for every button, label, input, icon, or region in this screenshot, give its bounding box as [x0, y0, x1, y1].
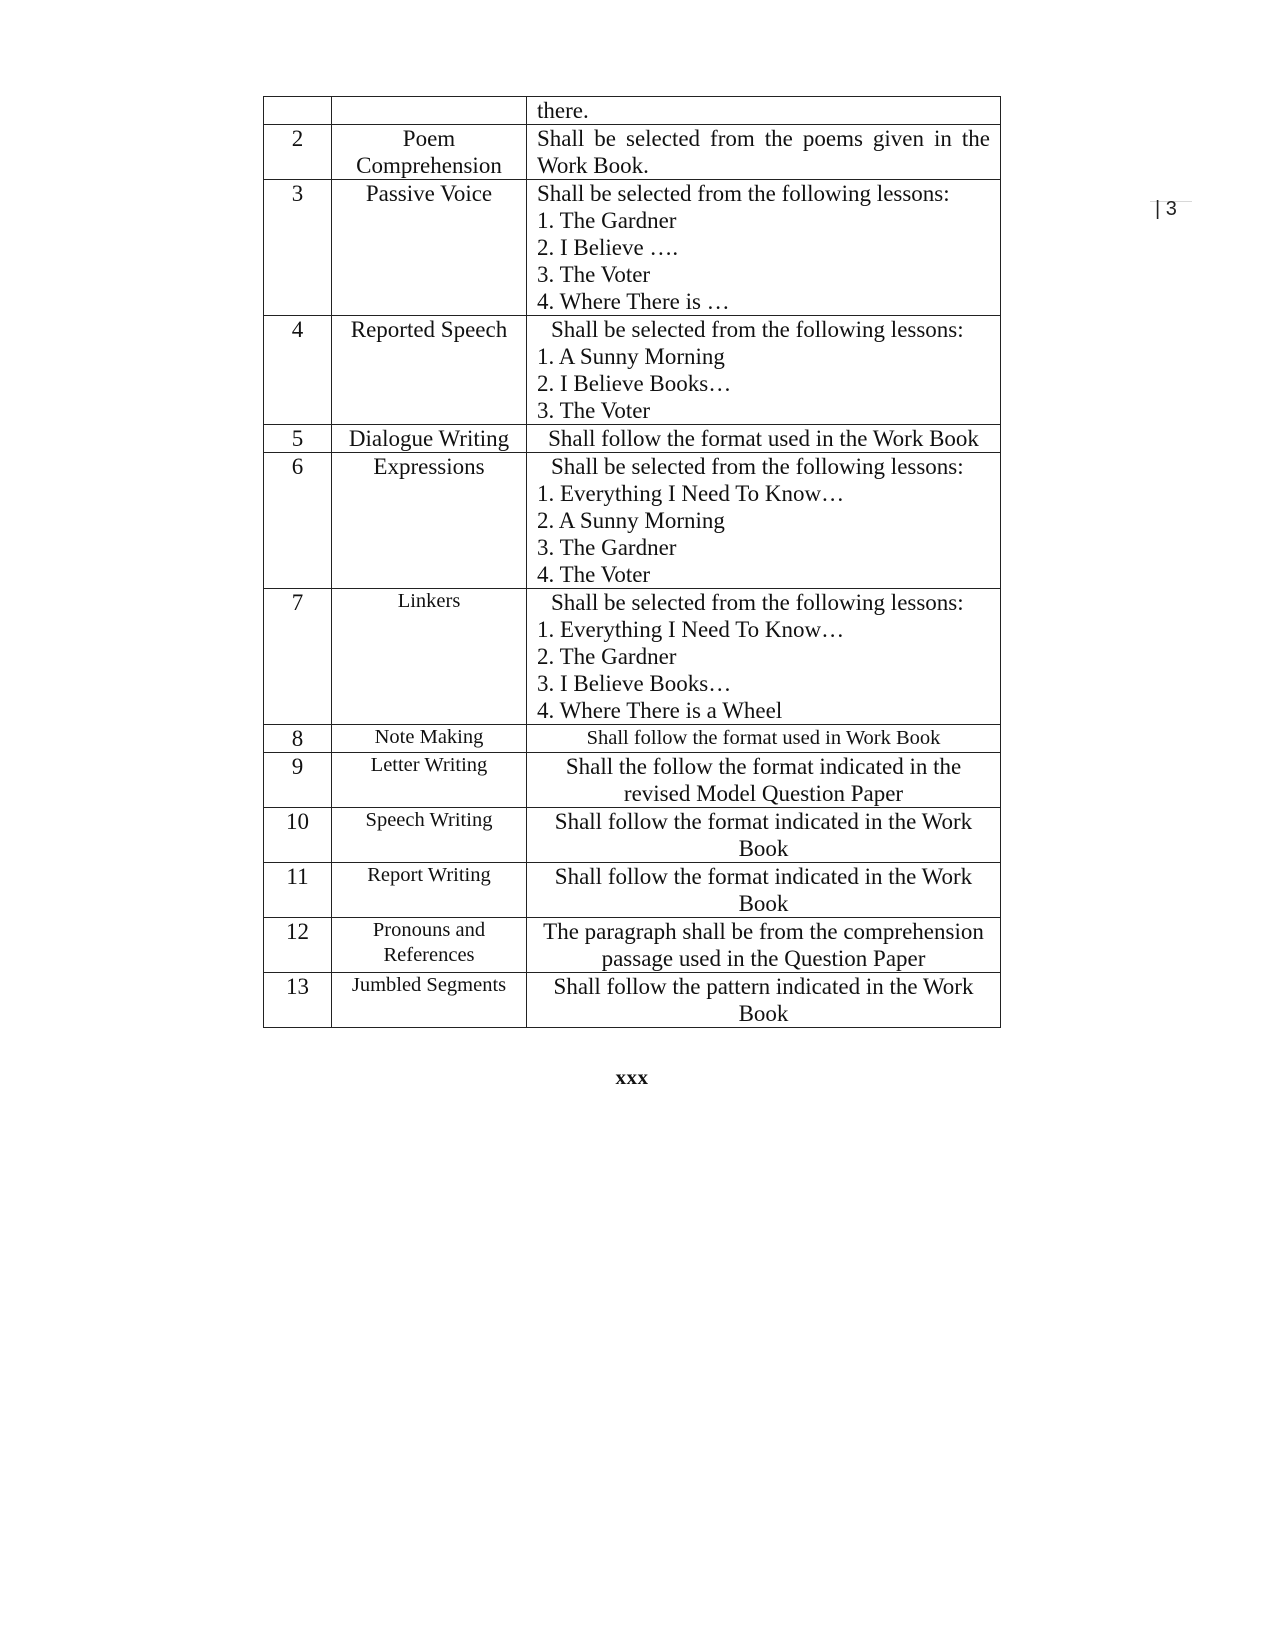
row-number: 7: [264, 589, 332, 725]
table-row: [264, 453, 1001, 589]
row-description: [527, 753, 1001, 808]
row-description: [527, 973, 1001, 1028]
row-number: 11: [264, 863, 332, 918]
lesson-item: 1. A Sunny Morning: [537, 344, 725, 369]
lesson-item: 2. I Believe ….: [537, 235, 679, 260]
row-topic: Pronouns and References: [332, 918, 527, 973]
row-topic: [332, 97, 527, 125]
syllabus-table-body: [264, 97, 1001, 1028]
lesson-item: 2. A Sunny Morning: [537, 508, 725, 533]
lesson-item: 1. Everything I Need To Know…: [537, 481, 845, 506]
row-description: [527, 863, 1001, 918]
table-row: [264, 589, 1001, 725]
description-text: Shall be selected from the following lessons:: [551, 590, 964, 615]
lesson-item: 3. I Believe Books…: [537, 671, 732, 696]
description-text: Shall follow the format indicated in the Work Book: [554, 864, 973, 916]
row-topic: Dialogue Writing: [332, 425, 527, 453]
table-row: [264, 863, 1001, 918]
row-description: [527, 316, 1001, 425]
description-text: Shall follow the format used in the Work Book: [548, 426, 979, 451]
lesson-item: 2. The Gardner: [537, 644, 677, 669]
row-description: [527, 589, 1001, 725]
lesson-item: 1. Everything I Need To Know…: [537, 617, 845, 642]
description-text: Shall be selected from the following lessons:: [537, 181, 950, 206]
description-text: there.: [537, 98, 589, 123]
row-topic: Reported Speech: [332, 316, 527, 425]
row-number: 5: [264, 425, 332, 453]
lesson-item: 4. The Voter: [537, 562, 651, 587]
lesson-item: 3. The Voter: [537, 262, 651, 287]
table-row: [264, 180, 1001, 316]
row-topic: Note Making: [332, 725, 527, 753]
row-number: 2: [264, 125, 332, 180]
row-topic: Expressions: [332, 453, 527, 589]
description-text: Shall be selected from the following lessons:: [551, 454, 964, 479]
row-topic: Poem Comprehension: [332, 125, 527, 180]
description-text: Shall follow the format used in Work Book: [586, 727, 941, 749]
row-number: 9: [264, 753, 332, 808]
table-row: [264, 753, 1001, 808]
row-description: [527, 125, 1001, 180]
lesson-item: 4. Where There is …: [537, 289, 730, 314]
row-number: 10: [264, 808, 332, 863]
description-text: Shall follow the pattern indicated in the Work Book: [553, 974, 974, 1026]
table-row: [264, 973, 1001, 1028]
row-description: [527, 725, 1001, 753]
row-topic: Jumbled Segments: [332, 973, 527, 1028]
row-description: [527, 425, 1001, 453]
row-number: 8: [264, 725, 332, 753]
description-text: Shall be selected from the following lessons:: [551, 317, 964, 342]
description-text: The paragraph shall be from the comprehension passage used in the Question Paper: [543, 919, 984, 971]
row-description: [527, 97, 1001, 125]
row-description: [527, 808, 1001, 863]
row-topic: Letter Writing: [332, 753, 527, 808]
syllabus-table: [263, 96, 1001, 1028]
table-row: [264, 808, 1001, 863]
table-row: [264, 125, 1001, 180]
row-number: 12: [264, 918, 332, 973]
row-description: [527, 918, 1001, 973]
row-number: 3: [264, 180, 332, 316]
table-row: [264, 97, 1001, 125]
page-number: | 3: [1155, 198, 1177, 220]
row-topic: Linkers: [332, 589, 527, 725]
description-text: Shall the follow the format indicated in the revised Model Question Paper: [565, 754, 962, 806]
row-topic: Speech Writing: [332, 808, 527, 863]
end-mark: xxx: [615, 1065, 649, 1089]
table-row: [264, 918, 1001, 973]
row-topic: Passive Voice: [332, 180, 527, 316]
lesson-item: 1. The Gardner: [537, 208, 677, 233]
description-text: Shall follow the format indicated in the Work Book: [554, 809, 973, 861]
table-row: [264, 425, 1001, 453]
lesson-item: 3. The Gardner: [537, 535, 677, 560]
lesson-item: 4. Where There is a Wheel: [537, 698, 783, 723]
table-row: [264, 316, 1001, 425]
row-number: 4: [264, 316, 332, 425]
row-topic: Report Writing: [332, 863, 527, 918]
row-number: [264, 97, 332, 125]
row-number: 6: [264, 453, 332, 589]
description-text: Shall be selected from the poems given in the Work Book.: [537, 126, 990, 178]
row-description: [527, 180, 1001, 316]
row-description: [527, 453, 1001, 589]
lesson-item: 2. I Believe Books…: [537, 371, 732, 396]
lesson-item: 3. The Voter: [537, 398, 651, 423]
table-row: [264, 725, 1001, 753]
row-number: 13: [264, 973, 332, 1028]
